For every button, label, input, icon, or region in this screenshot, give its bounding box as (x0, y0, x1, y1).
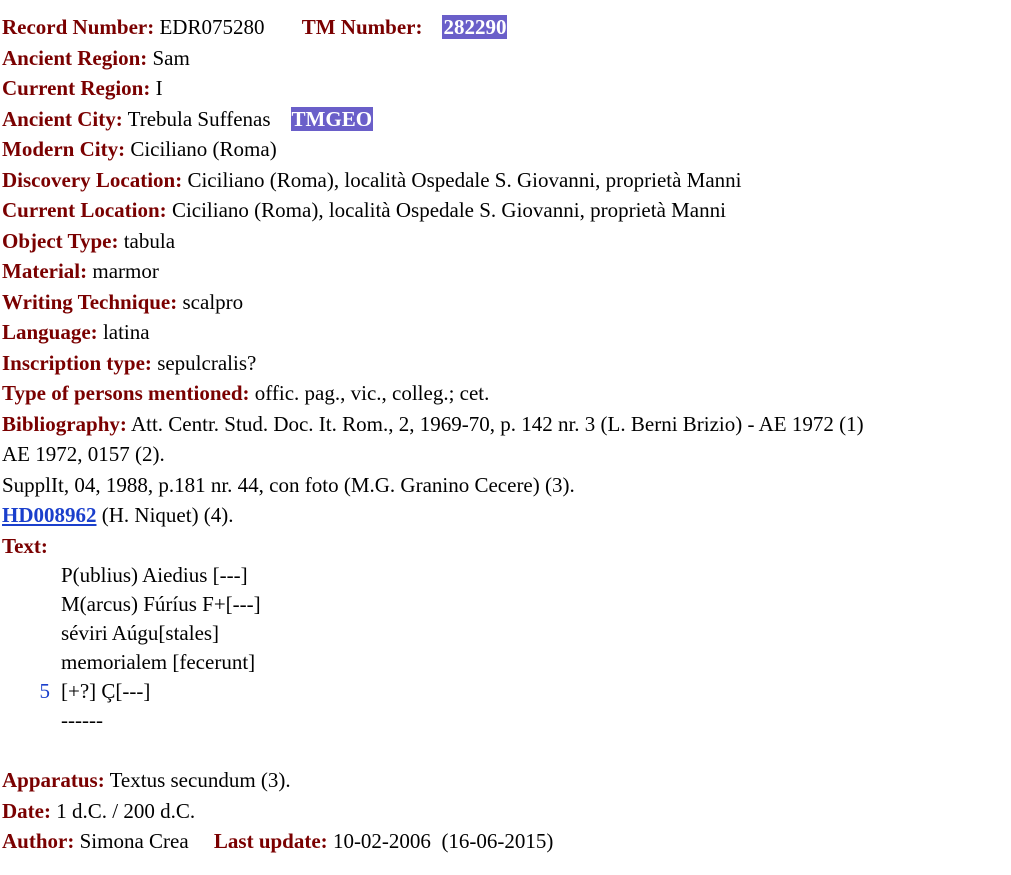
object-type-label: Object Type: (2, 228, 119, 253)
writing-technique-value: scalpro (182, 289, 244, 314)
text-line-content: séviri Aúgu[stales] (61, 621, 220, 645)
text-line-content: ------ (61, 708, 103, 732)
text-line-content: [+?] Ç[---] (61, 679, 151, 703)
text-line-content: M(arcus) Fúríus F+[---] (61, 592, 261, 616)
inscription-type-row (2, 348, 1002, 379)
text-line (2, 619, 1002, 648)
bibliography-line-3: SupplIt, 04, 1988, p.181 nr. 44, con foto (M.G. Granino Cecere) (3). (2, 472, 575, 497)
author-label: Author: (2, 829, 75, 853)
ancient-city-value: Trebula Suffenas (127, 106, 271, 131)
apparatus-row (2, 765, 1002, 796)
hd-link[interactable]: HD008962 (2, 503, 97, 527)
material-row (2, 256, 1002, 287)
bibliography-line-3-row (2, 470, 1002, 501)
last-update-extra: (16-06-2015) (441, 829, 554, 853)
apparatus-value: Textus secundum (3). (109, 768, 291, 792)
last-update-label: Last update: (213, 829, 328, 853)
author-value: Simona Crea (79, 829, 189, 853)
current-region-label: Current Region: (2, 76, 151, 100)
text-line (2, 706, 1002, 735)
text-label-row (2, 531, 1002, 562)
text-line (2, 590, 1002, 619)
author-row (2, 826, 1002, 857)
tmgeo-badge[interactable]: TMGEO (291, 106, 373, 131)
tm-number-label: TM Number: (301, 15, 423, 39)
inscription-text (2, 561, 1002, 735)
persons-label: Type of persons mentioned: (2, 381, 250, 405)
last-update-value: 10-02-2006 (332, 829, 431, 853)
discovery-location-label: Discovery Location: (2, 167, 183, 192)
text-label: Text: (2, 533, 48, 558)
ancient-city-row (2, 104, 1002, 135)
modern-city-row (2, 134, 1002, 165)
language-row (2, 317, 1002, 348)
hd-link-suffix: (H. Niquet) (4). (101, 503, 234, 527)
bibliography-line-1: Att. Centr. Stud. Doc. It. Rom., 2, 1969-70, p. 142 nr. 3 (L. Berni Brizio) - AE 1972 (1) (130, 411, 864, 436)
object-type-value: tabula (123, 228, 176, 253)
bibliography-line-4-row (2, 500, 1002, 531)
ancient-region-value: Sam (152, 45, 190, 70)
blank-spacer (2, 735, 1002, 765)
record-number-value: EDR075280 (159, 15, 265, 39)
text-line (2, 677, 1002, 706)
bibliography-label: Bibliography: (2, 411, 127, 436)
object-type-row (2, 226, 1002, 257)
bibliography-row (2, 409, 1002, 440)
writing-technique-row (2, 287, 1002, 318)
ancient-region-row (2, 43, 1002, 74)
date-value: 1 d.C. / 200 d.C. (56, 798, 196, 823)
date-row (2, 796, 1002, 827)
ancient-city-label: Ancient City: (2, 106, 123, 131)
current-location-value: Ciciliano (Roma), località Ospedale S. Giovanni, proprietà Manni (171, 198, 726, 222)
text-line (2, 561, 1002, 590)
modern-city-label: Modern City: (2, 137, 126, 161)
persons-row (2, 378, 1002, 409)
date-label: Date: (2, 798, 51, 823)
material-value: marmor (92, 259, 159, 283)
current-region-row (2, 73, 1002, 104)
apparatus-label: Apparatus: (2, 768, 105, 792)
record-page (2, 12, 1002, 857)
modern-city-value: Ciciliano (Roma) (130, 137, 277, 161)
current-region-value: I (155, 76, 163, 100)
text-line-content: memorialem [fecerunt] (61, 650, 256, 674)
discovery-location-value: Ciciliano (Roma), località Ospedale S. Giovanni, proprietà Manni (187, 167, 742, 192)
inscription-type-value: sepulcralis? (157, 350, 257, 375)
language-value: latina (102, 320, 150, 344)
language-label: Language: (2, 320, 98, 344)
persons-value: offic. pag., vic., colleg.; cet. (254, 381, 490, 405)
record-header-row (2, 12, 1002, 43)
text-line (2, 648, 1002, 677)
ancient-region-label: Ancient Region: (2, 45, 148, 70)
inscription-type-label: Inscription type: (2, 350, 152, 375)
bibliography-line-2-row (2, 439, 1002, 470)
writing-technique-label: Writing Technique: (2, 289, 178, 314)
text-line-content: P(ublius) Aiedius [---] (61, 563, 248, 587)
material-label: Material: (2, 259, 88, 283)
current-location-row (2, 195, 1002, 226)
bibliography-line-2: AE 1972, 0157 (2). (2, 442, 165, 466)
discovery-location-row (2, 165, 1002, 196)
record-number-label: Record Number: (2, 15, 155, 39)
line-number: 5 (39, 679, 50, 703)
current-location-label: Current Location: (2, 198, 167, 222)
tm-number-badge[interactable]: 282290 (443, 15, 507, 39)
